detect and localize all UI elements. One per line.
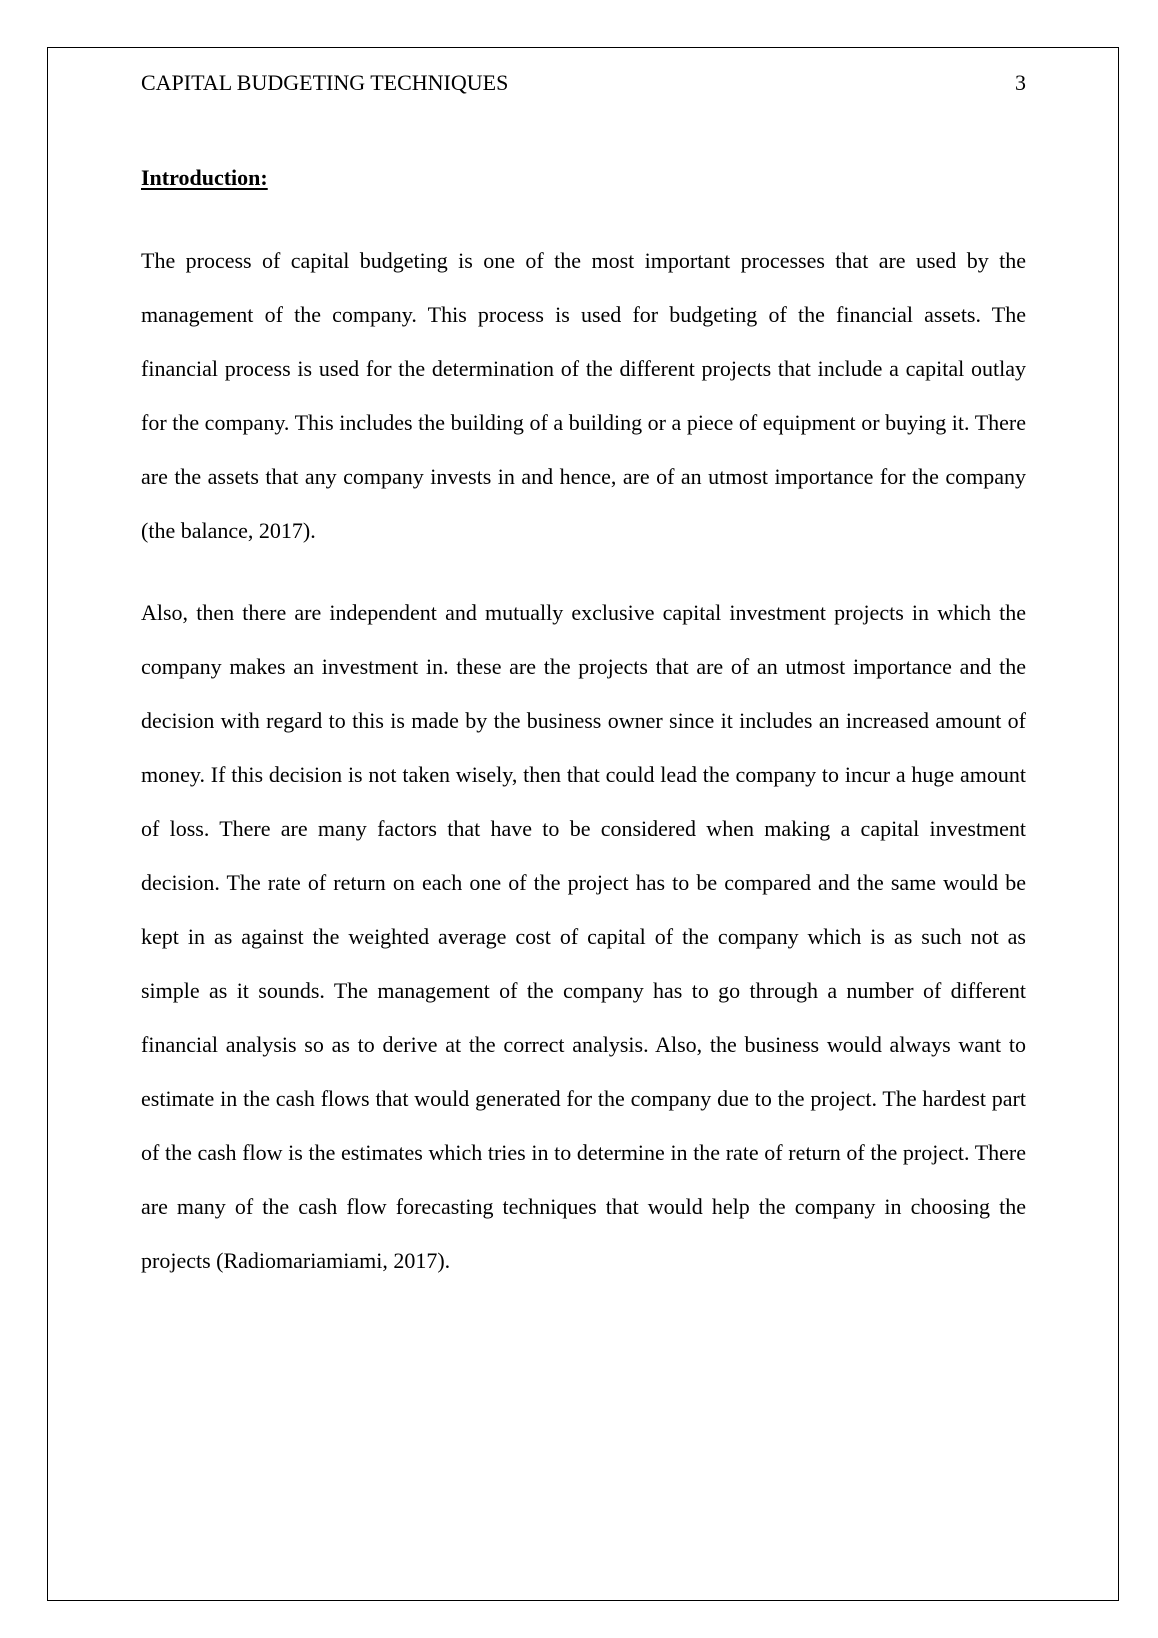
section-heading: Introduction: bbox=[141, 165, 268, 190]
header-title: CAPITAL BUDGETING TECHNIQUES bbox=[141, 70, 509, 95]
body-paragraph-2: Also, then there are independent and mutually exclusive capital investment projects in which the company makes an investment in. these are the projects that are of an utmost importance and the decision with regard to this is made by the business owner since it includes an increased amount of money. If this decision is not taken wisely, then that could lead the company to incur a huge amount of loss. There are many factors that have to be considered when making a capital investment decision. The rate of return on each one of the project has to be compared and the same would be kept in as against the weighted average cost of capital of the company which is as such not as simple as it sounds. The management of the company has to go through a number of different financial analysis so as to derive at the correct analysis. Also, the business would always want to estimate in the cash flows that would generated for the company due to the project. The hardest part of the cash flow is the estimates which tries in to determine in the rate of return of the project. There are many of the cash flow forecasting techniques that would help the company in choosing the projects (Radiomariamiami, 2017). bbox=[141, 600, 1026, 1273]
page-number: 3 bbox=[1015, 70, 1026, 95]
body-paragraph-1: The process of capital budgeting is one of the most important processes that are used by the management of the company. This process is used for budgeting of the financial assets. The financial process is used for the determination of the different projects that include a capital outlay for the company. This includes the building of a building or a piece of equipment or buying it. There are the assets that any company invests in and hence, are of an utmost importance for the company (the balance, 2017). bbox=[141, 248, 1026, 543]
running-header bbox=[141, 68, 1026, 98]
